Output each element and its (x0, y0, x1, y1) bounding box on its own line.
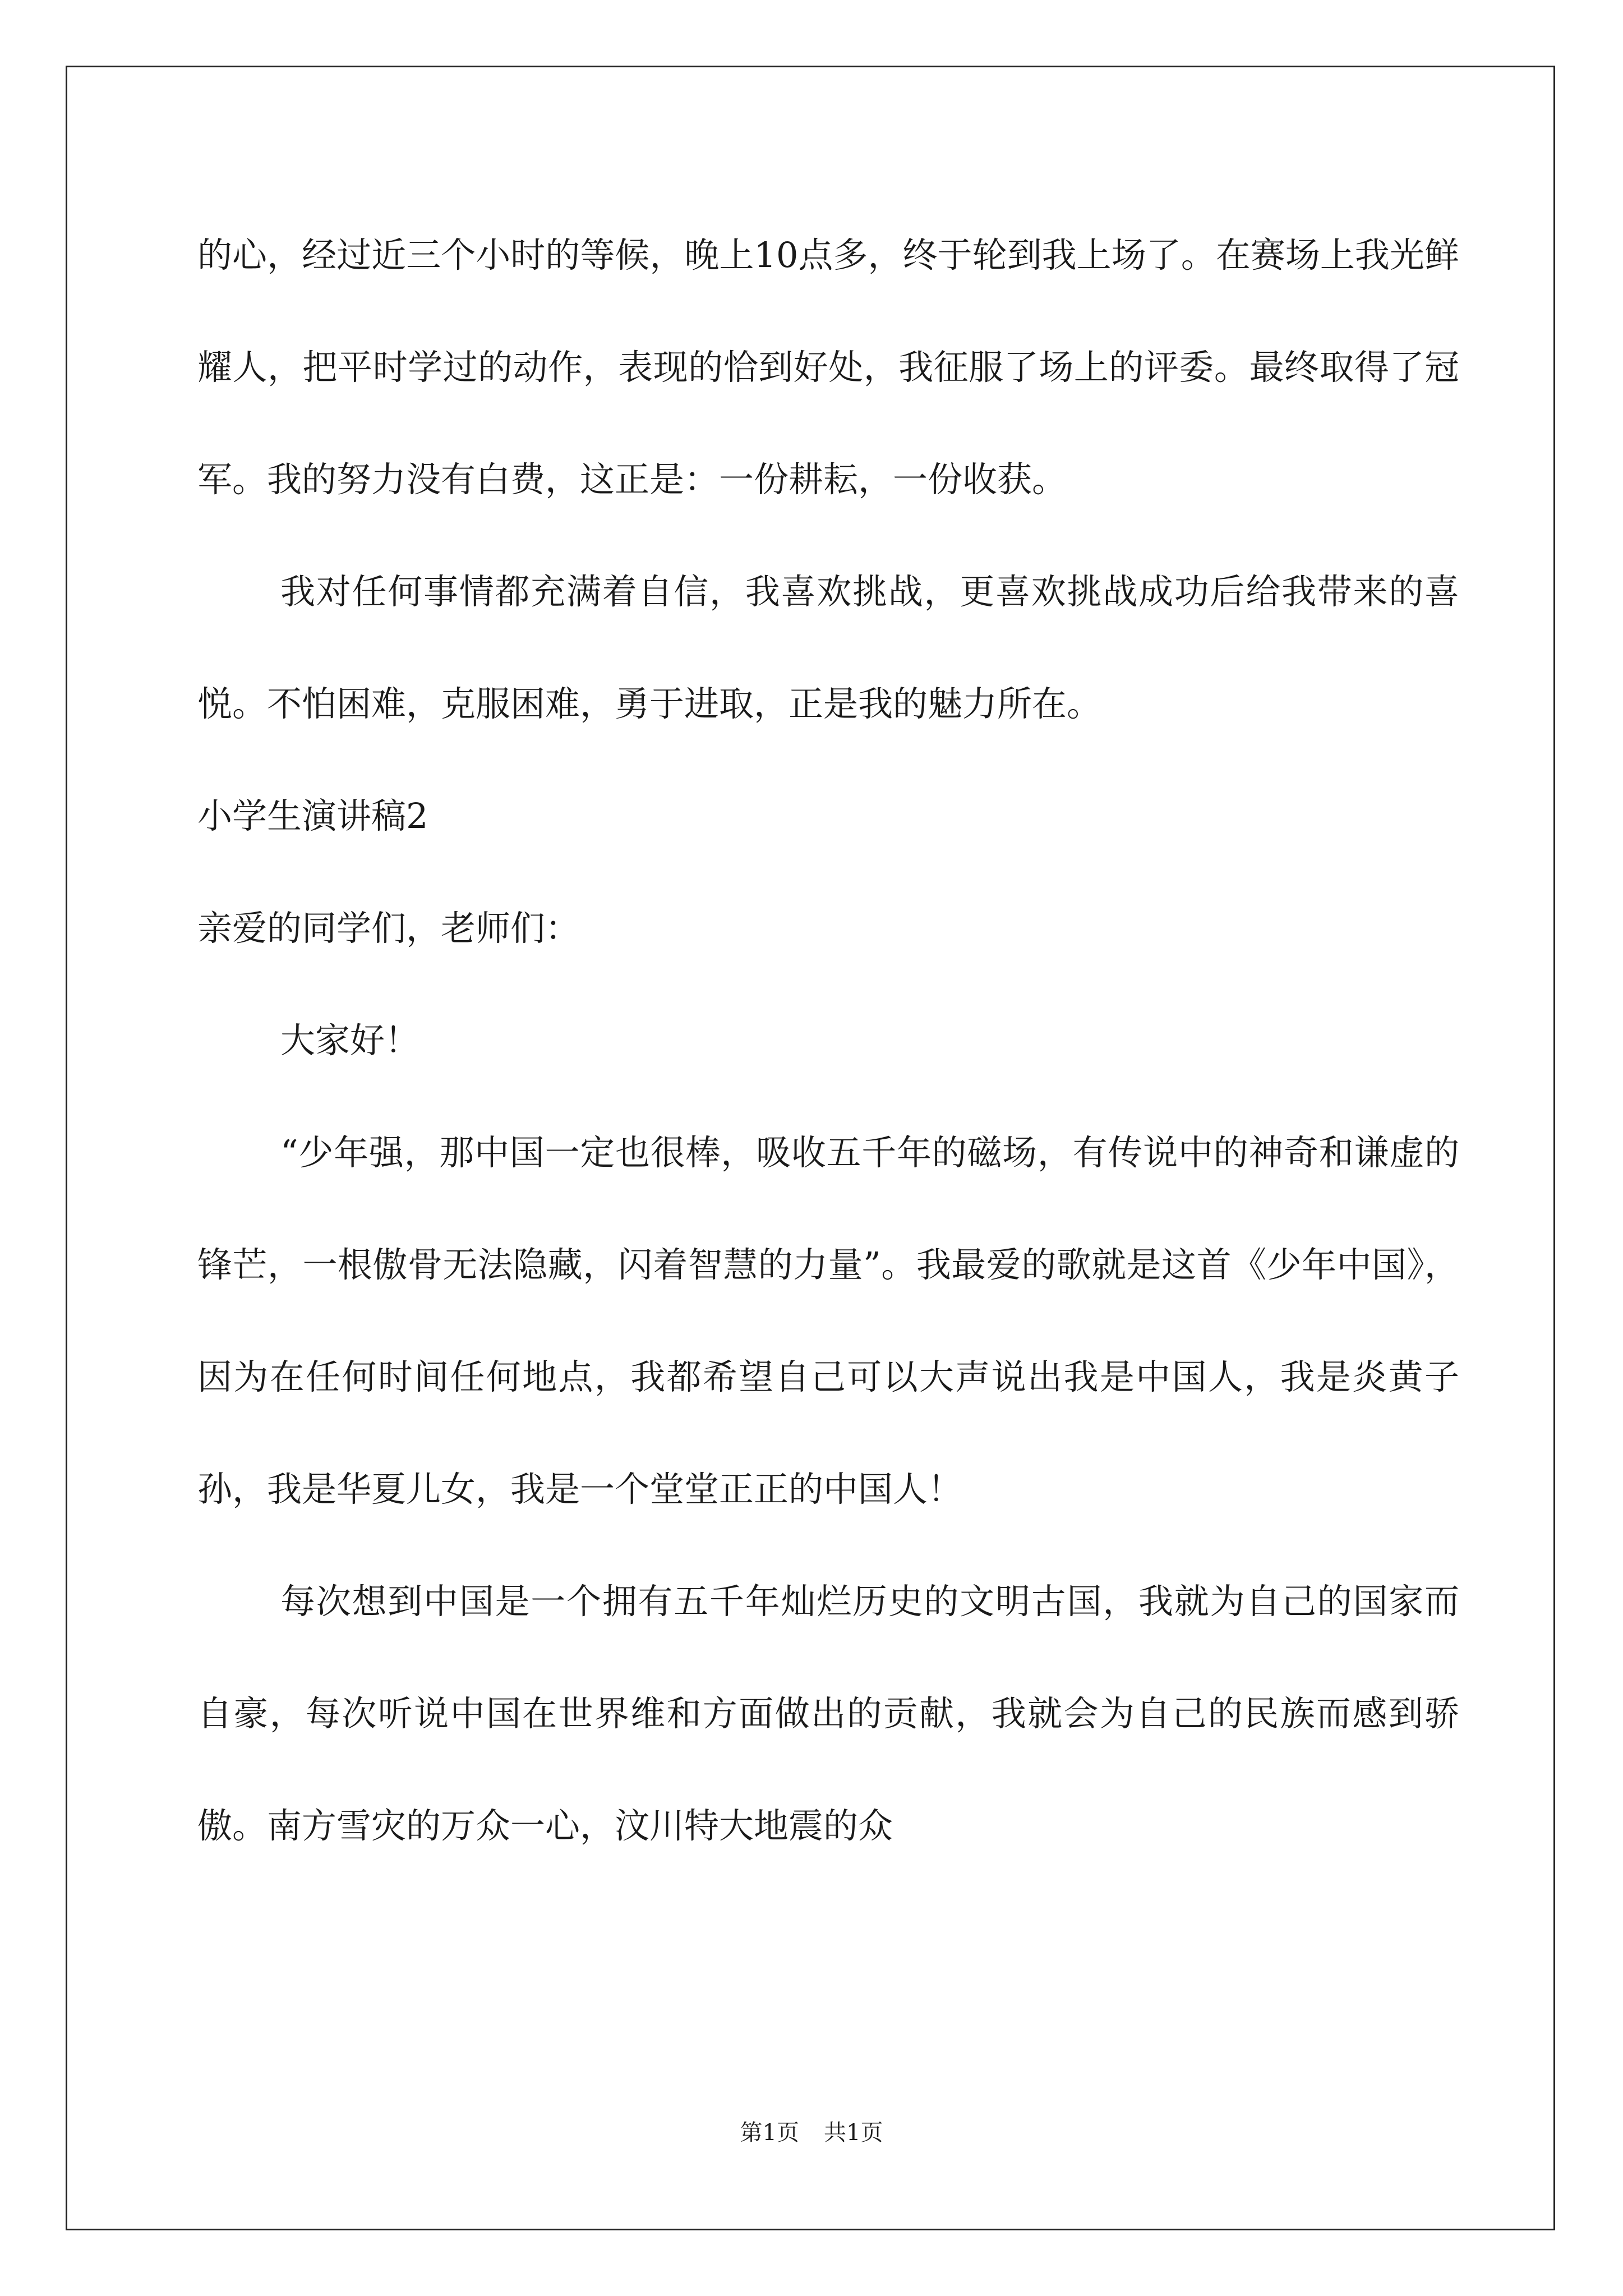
page-footer (0, 2115, 1623, 2147)
document-body (197, 199, 1459, 1882)
page-number: 第1页 (740, 2120, 799, 2146)
section-title: 小学生演讲稿2 (197, 795, 428, 836)
greeting: 大家好！ (280, 1020, 420, 1061)
salutation: 亲爱的同学们，老师们： (197, 908, 580, 949)
paragraph-confidence: 我对任何事情都充满着自信，我喜欢挑战，更喜欢挑战成功后给我带来的喜悦。不怕困难，克服困难，勇于进取，正是我的魅力所在。 (197, 571, 1459, 724)
paragraph-pride: 每次想到中国是一个拥有五千年灿烂历史的文明古国，我就为自己的国家而自豪，每次听说中国在世界维和方面做出的贡献，我就会为自己的民族而感到骄傲。南方雪灾的万众一心，汶川特大地震的众 (197, 1581, 1459, 1846)
page-total: 共1页 (824, 2120, 883, 2146)
paragraph-continuation: 的心，经过近三个小时的等候，晚上10点多，终于轮到我上场了。在赛场上我光鲜耀人，把平时学过的动作，表现的恰到好处，我征服了场上的评委。最终取得了冠军。我的努力没有白费，这正是：一份耕耘，一份收获。 (197, 234, 1459, 500)
paragraph-song-quote: “少年强，那中国一定也很棒，吸收五千年的磁场，有传说中的神奇和谦虚的锋芒，一根傲骨无法隐藏，闪着智慧的力量”。我最爱的歌就是这首《少年中国》，因为在任何时间任何地点，我都希望自己可以大声说出我是中国人，我是炎黄子孙，我是华夏儿女，我是一个堂堂正正的中国人！ (197, 1132, 1459, 1510)
